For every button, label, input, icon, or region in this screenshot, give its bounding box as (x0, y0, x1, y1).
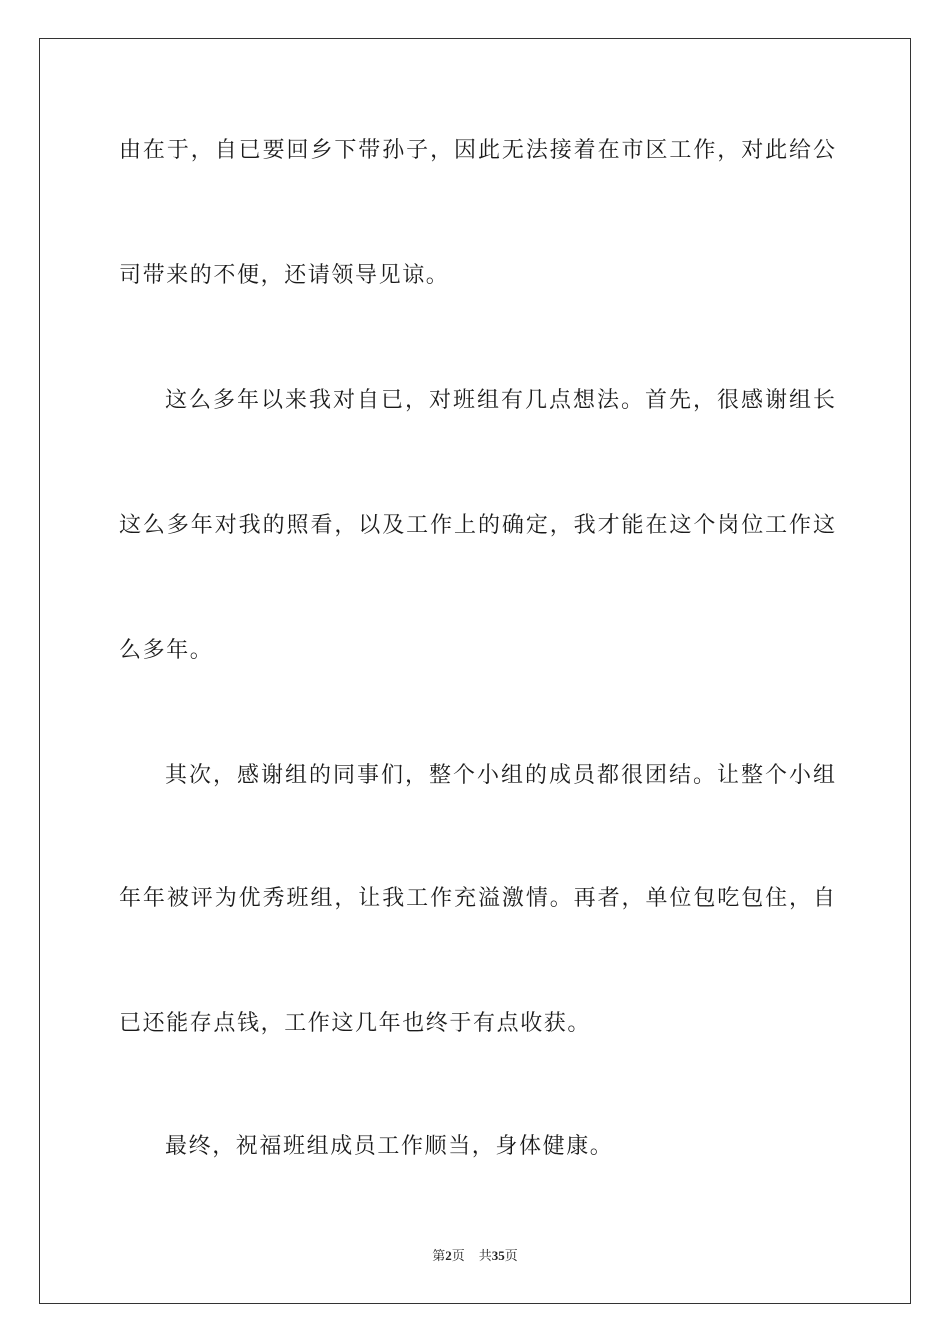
total-prefix: 共 (478, 1248, 492, 1263)
total-suffix: 页 (504, 1248, 518, 1263)
text-line-1: 由在于，自已要回乡下带孙子，因此无法接着在市区工作，对此给公 (119, 138, 835, 163)
text-line-6: 其次，感谢组的同事们，整个小组的成员都很团结。让整个小组 (165, 763, 835, 788)
page-suffix: 页 (451, 1248, 465, 1263)
page-number: 2 (445, 1248, 452, 1263)
page-prefix: 第 (432, 1248, 446, 1263)
text-line-5: 么多年。 (119, 638, 214, 663)
text-line-8: 已还能存点钱，工作这几年也终于有点收获。 (119, 1011, 592, 1036)
total-pages: 35 (491, 1248, 505, 1263)
page-footer (0, 1247, 950, 1265)
text-line-2: 司带来的不便，还请领导见谅。 (119, 263, 450, 288)
text-line-4: 这么多年对我的照看，以及工作上的确定，我才能在这个岗位工作这 (119, 513, 835, 538)
text-line-9: 最终，祝福班组成员工作顺当，身体健康。 (165, 1134, 614, 1159)
page-border (39, 38, 911, 1304)
text-line-7: 年年被评为优秀班组，让我工作充溢激情。再者，单位包吃包住，自 (119, 886, 835, 911)
text-line-3: 这么多年以来我对自已，对班组有几点想法。首先，很感谢组长 (165, 388, 835, 413)
